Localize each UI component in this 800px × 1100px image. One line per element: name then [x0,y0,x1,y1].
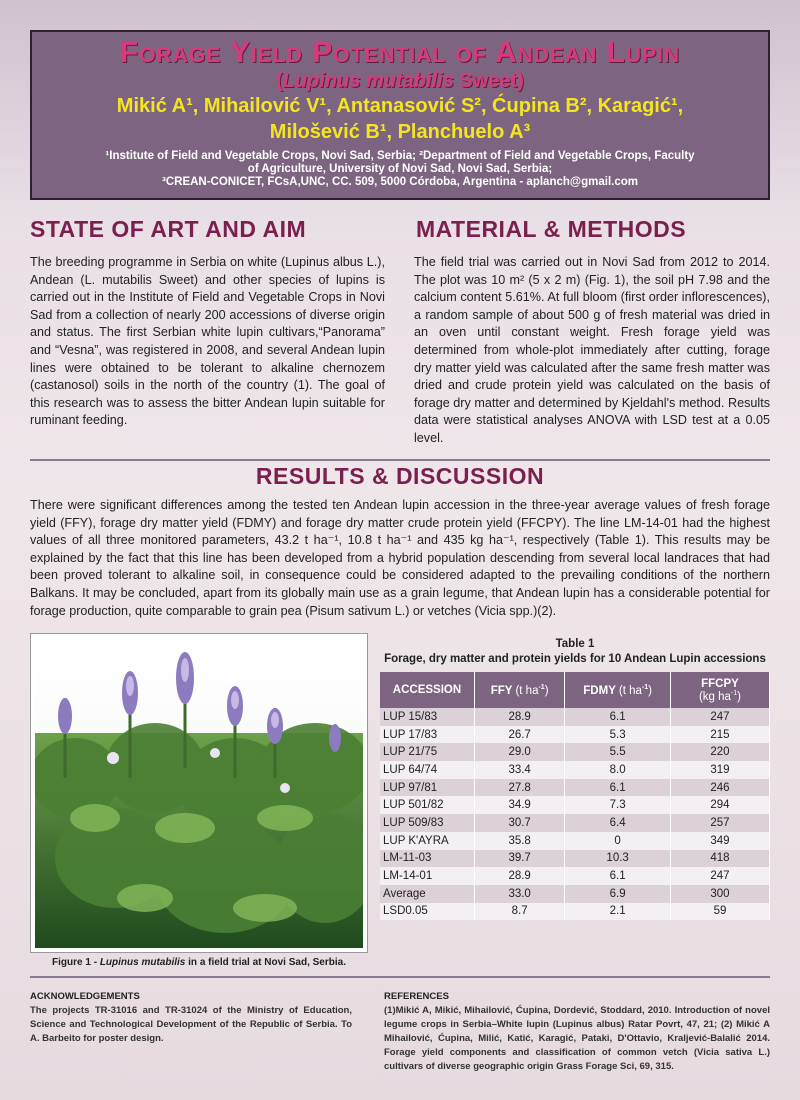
table-row [380,814,770,832]
cell-accession: LUP 17/83 [380,726,474,744]
figure-1-caption: Figure 1 - Lupinus mutabilis in a field trial at Novi Sad, Serbia. [52,957,346,968]
cell-ffcpy: 247 [670,867,769,885]
table-row [380,903,770,921]
table-row [380,726,770,744]
cell-ffcpy: 220 [670,743,769,761]
cell-fdmy: 7.3 [565,796,671,814]
col-accession: ACCESSION [380,672,474,708]
cell-accession: LM-11-03 [380,850,474,868]
table-row [380,708,770,726]
figure-1-photo [30,633,368,953]
cell-ffy: 34.9 [474,796,564,814]
cell-ffcpy: 319 [670,761,769,779]
cell-accession: LUP 21/75 [380,743,474,761]
cell-accession: LSD0.05 [380,903,474,921]
table-row [380,867,770,885]
methods-text: The field trial was carried out in Novi Sad from 2012 to 2014. The plot was 10 m² (5 x 2 m) (Fig. 1), the soil pH 7.98 and the calcium content 5.61%. At full bloom (first order inflorescences), a random sample of about 500 g of fresh material was dried in an oven until constant weight. Fresh forage yield was determined from whole-plot immediately after cutting, forage dry matter yield was calculated after the same fresh matter was dried and crude protein yield was calculated on the basis of forage dry matter and determined by Kjeldahl's method. Results data were statistical analyses ANOVA with LSD test at a 0.05 level. [414,255,770,445]
cell-ffcpy: 246 [670,779,769,797]
cell-ffy: 26.7 [474,726,564,744]
cell-accession: LUP K'AYRA [380,832,474,850]
cell-fdmy: 6.1 [565,867,671,885]
cell-ffy: 33.0 [474,885,564,903]
cell-fdmy: 5.3 [565,726,671,744]
table-1-label: Table 1 [555,638,595,650]
cell-ffy: 33.4 [474,761,564,779]
affiliation-1: ¹Institute of Field and Vegetable Crops, Novi Sad, Serbia; ²Department of Field and Vegetable Crops, Faculty [105,150,695,162]
cell-ffy: 28.9 [474,867,564,885]
cell-ffcpy: 247 [670,708,769,726]
cell-accession: LUP 509/83 [380,814,474,832]
table-1-title: Forage, dry matter and protein yields for 10 Andean Lupin accessions [384,653,766,665]
cell-ffy: 29.0 [474,743,564,761]
authors-line-1: Mikić A¹, Mihailović V¹, Antanasović S², Ćupina B², Karagić¹, [116,95,684,117]
cell-ffcpy: 215 [670,726,769,744]
cell-fdmy: 6.1 [565,779,671,797]
cell-ffcpy: 300 [670,885,769,903]
table-row [380,779,770,797]
authors-line-2: Milošević B¹, Planchuelo A³ [269,121,531,143]
cell-fdmy: 6.1 [565,708,671,726]
col-ffy: FFY (t $ha^{-1}$) [474,672,564,708]
table-row [380,743,770,761]
divider [30,459,770,461]
affiliations [32,150,768,189]
cell-ffy: 27.8 [474,779,564,797]
cell-accession: LUP 15/83 [380,708,474,726]
cell-fdmy: 0 [565,832,671,850]
acknowledgements-text: The projects TR-31016 and TR-31024 of the Ministry of Education, Science and Technological Development of the Republic of Serbia. To A. Barbeito for poster design. [30,1005,352,1044]
table-row [380,796,770,814]
cell-ffy: 35.8 [474,832,564,850]
cell-fdmy: 6.9 [565,885,671,903]
references-text: (1)Mikić A, Mikić, Mihailović, Ćupina, Dordević, Stoddard, 2010. Introduction of novel legume crops in Serbia–White lupin (Lupinus albus) Ratar Povrt, 47, 21; (2) Mikić A Mihailović, Ćupina, Milić, Katić, Karagić, Pataki, D'Ottavio, Kraljević-Balalić 2014. Forage yield components and classification of common vetch (Vicia sativa L.) cultivars of diverse geographic origin Grass Forage Sci, 69, 315. [384,1005,770,1072]
table-row [380,832,770,850]
lupin-field-image [35,638,363,948]
poster-subtitle: (Lupinus mutabilis Sweet) [276,70,524,92]
cell-ffy: 8.7 [474,903,564,921]
col-fdmy: FDMY (t $ha^{-1}$) [565,672,671,708]
cell-accession: LUP 501/82 [380,796,474,814]
table-row [380,850,770,868]
methods-title: MATERIAL & METHODS [416,216,687,242]
cell-fdmy: 10.3 [565,850,671,868]
cell-ffcpy: 349 [670,832,769,850]
state-of-art-title: STATE OF ART AND AIM [30,216,307,242]
cell-ffcpy: 418 [670,850,769,868]
poster-header [30,30,770,200]
cell-fdmy: 5.5 [565,743,671,761]
references-title: REFERENCES [384,991,449,1002]
cell-accession: LUP 64/74 [380,761,474,779]
cell-accession: LUP 97/81 [380,779,474,797]
cell-ffy: 39.7 [474,850,564,868]
yield-table [380,672,770,920]
acknowledgements-title: ACKNOWLEDGEMENTS [30,991,140,1002]
col-ffcpy: FFCPY (kg $ha^{-1}$) [670,672,769,708]
cell-ffy: 28.9 [474,708,564,726]
cell-ffy: 30.7 [474,814,564,832]
table-row [380,761,770,779]
poster-title: Forage Yield Potential of Andean Lupin [119,36,681,69]
footer-divider [30,976,770,978]
results-title: RESULTS & DISCUSSION [255,463,545,489]
table-row [380,885,770,903]
affiliation-3: ³CREAN-CONICET, FCsA,UNC, CC. 509, 5000 Córdoba, Argentina - aplanch@gmail.com [162,176,638,188]
results-text: There were significant differences among the tested ten Andean lupin accession in the three-year average values of fresh forage yield (FFY), forage dry matter yield (FDMY) and forage dry matter crude protein yield (FFCPY). The line LM-14-01 had the highest values of all three monitored parameters, 43.2 t ha⁻¹, 10.8 t ha⁻¹ and 435 kg ha⁻¹, respectively (Table 1). This results may be explained by the fact that this line has been developed from a hybrid population descending from several local landraces that had been proved tolerant to alkaline soil, in consequence could be considered adapted to the prevailing conditions of the northern Balkans. It may be concluded, apart from its globally main use as a grain legume, that Andean lupin has a considerable potential for forage production, quite comparable to grain pea (Pisum sativum L.) or vetches (Vicia spp.)(2). [30,498,770,618]
cell-fdmy: 2.1 [565,903,671,921]
cell-accession: Average [380,885,474,903]
cell-ffcpy: 59 [670,903,769,921]
cell-accession: LM-14-01 [380,867,474,885]
affiliation-2: of Agriculture, University of Novi Sad, Novi Sad, Serbia; [247,163,553,175]
table-1-caption [380,637,770,667]
cell-ffcpy: 257 [670,814,769,832]
cell-fdmy: 6.4 [565,814,671,832]
cell-fdmy: 8.0 [565,761,671,779]
table-header-row [380,672,770,708]
cell-ffcpy: 294 [670,796,769,814]
state-of-art-text: The breeding programme in Serbia on white (Lupinus albus L.), Andean (L. mutabilis Sweet) and other species of lupins is carried out in the Institute of Field and Vegetable Crops in Novi Sad from a collection of nearly 200 accessions of diverse origin and status. The first Serbian white lupin cultivars,“Panorama” and “Vesna”, was registered in 2008, and several Andean lupin lines were obtained to be tolerant to alkaline chernozem (castanosol) soils in the north of the country (1). The goal of this research was to assess the bitter Andean lupin suitable for ruminant feeding. [30,255,385,428]
